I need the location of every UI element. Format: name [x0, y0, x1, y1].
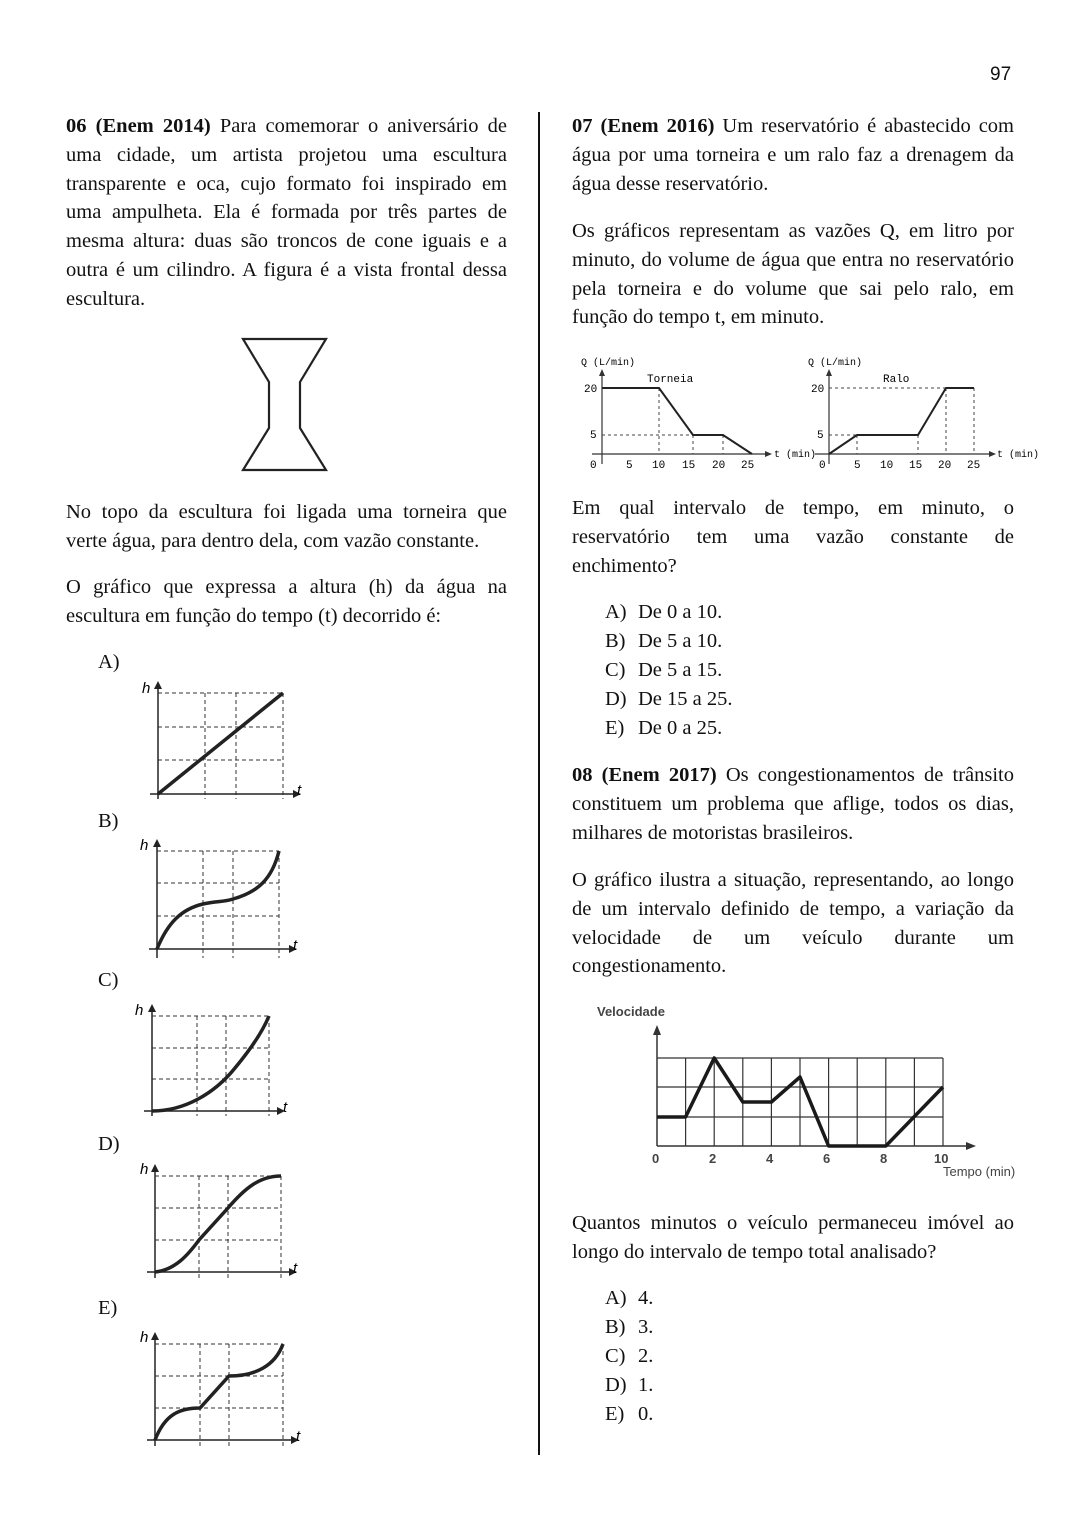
q06-option-e-label[interactable]: E) [98, 1297, 118, 1319]
q06-option-d-label[interactable]: D) [98, 1133, 120, 1155]
svg-text:10: 10 [934, 1151, 949, 1166]
q08-paragraph-2: O gráfico ilustra a situação, representando, ao longo de um intervalo definido de tempo, a variação da velocidade de um veículo durante um congestionamento. [572, 869, 1014, 978]
q06-intro: Para comemorar o aniversário de uma cidade, um artista projetou uma escultura transparente e oca, cujo formato foi inspirado em uma ampulheta. Ela é formada por três partes de mesma altura: duas são troncos de cone iguais e a outra é um cilindro. A figura é a vista frontal dessa escultura. [66, 115, 507, 310]
svg-text:0: 0 [652, 1151, 660, 1166]
svg-text:5: 5 [626, 460, 633, 472]
q08-question: Quantos minutos o veículo permaneceu imóvel ao longo do intervalo de tempo total analisado? [572, 1212, 1014, 1263]
q08-intro: Os congestionamentos de trânsito constituem um problema que aflige, todos os dias, milhares de motoristas brasileiros. [572, 764, 1014, 844]
question-06 [66, 112, 507, 314]
t-axis-label: t [296, 1428, 301, 1445]
svg-text:20: 20 [938, 460, 952, 472]
graph-title: Ralo [883, 374, 910, 386]
q08-tag: 08 (Enem 2017) [572, 764, 717, 786]
svg-text:10: 10 [880, 460, 894, 472]
y-tick-5: 5 [590, 430, 597, 442]
q07-ralo-graph [800, 352, 1040, 472]
svg-text:20: 20 [712, 460, 726, 472]
svg-text:5: 5 [854, 460, 861, 472]
q07-option-c[interactable]: C) De 5 a 15. [605, 659, 723, 681]
q07-options [605, 598, 733, 743]
y-tick-20: 20 [584, 384, 598, 396]
q07-option-b[interactable]: B) De 5 a 10. [605, 630, 723, 652]
svg-text:15: 15 [682, 460, 696, 472]
t-axis-label: t [293, 937, 298, 954]
hourglass-figure [240, 335, 332, 475]
y-axis-label: Q (L/min) [581, 358, 636, 369]
column-divider [538, 112, 540, 1455]
q06-tag: 06 (Enem 2014) [66, 115, 211, 137]
x-axis-label: t (min) [774, 450, 817, 461]
graph-title: Torneia [647, 374, 694, 386]
q06-option-a-label[interactable]: A) [98, 651, 120, 673]
svg-text:15: 15 [909, 460, 923, 472]
x-axis-label: Tempo (min) [943, 1164, 1016, 1179]
q07-paragraph-2: Os gráficos representam as vazões Q, em litro por minuto, do volume de água que entra no reservatório pela torneira e do volume que sai pelo ralo, em função do tempo t, em minuto. [572, 220, 1014, 329]
svg-text:6: 6 [823, 1151, 831, 1166]
page-number: 97 [990, 64, 1012, 85]
t-axis-label: t [283, 1099, 288, 1116]
h-axis-label: h [140, 1161, 149, 1178]
q07-question: Em qual intervalo de tempo, em minuto, o reservatório tem uma vazão constante de enchimento? [572, 497, 1014, 577]
question-08 [572, 761, 1014, 847]
h-axis-label: h [140, 1329, 149, 1346]
q07-option-a[interactable]: A) De 0 a 10. [605, 601, 723, 623]
q07-statement [572, 112, 1014, 198]
x-axis-label: t (min) [997, 450, 1040, 461]
y-tick-5: 5 [817, 430, 824, 442]
h-axis-label: h [135, 1002, 144, 1019]
y-axis-label: Velocidade [597, 1004, 665, 1019]
q07-tag: 07 (Enem 2016) [572, 115, 715, 137]
q08-velocity-graph [590, 1000, 1030, 1185]
q06-option-d-graph[interactable] [140, 1160, 310, 1285]
q07-torneira-graph [575, 352, 817, 472]
q06-option-c-label[interactable]: C) [98, 969, 119, 991]
svg-text:25: 25 [741, 460, 755, 472]
q08-options [605, 1284, 653, 1429]
svg-text:4: 4 [766, 1151, 774, 1166]
q08-option-b[interactable]: B) 3. [605, 1316, 654, 1338]
q08-option-a[interactable]: A) 4. [605, 1287, 654, 1309]
q06-statement [66, 112, 507, 314]
q07-option-d[interactable]: D) De 15 a 25. [605, 688, 733, 710]
y-axis-label: Q (L/min) [808, 358, 863, 369]
y-tick-20: 20 [811, 384, 825, 396]
h-axis-label: h [142, 680, 151, 697]
q06-option-a-graph[interactable] [140, 675, 310, 810]
q07-option-e[interactable]: E) De 0 a 25. [605, 717, 723, 739]
svg-text:25: 25 [967, 460, 981, 472]
q06-paragraph-3: O gráfico que expressa a altura (h) da água na escultura em função do tempo (t) decorrido é: [66, 576, 507, 627]
q06-option-c-graph[interactable] [130, 998, 300, 1123]
svg-text:2: 2 [709, 1151, 717, 1166]
q07-intro: Um reservatório é abastecido com água por uma torneira e um ralo faz a drenagem da água desse reservatório. [572, 115, 1014, 195]
q08-option-d[interactable]: D) 1. [605, 1374, 654, 1396]
q08-option-e[interactable]: E) 0. [605, 1403, 654, 1425]
svg-text:0: 0 [819, 460, 826, 472]
svg-text:0: 0 [590, 460, 597, 472]
q08-statement [572, 761, 1014, 847]
q06-option-b-graph[interactable] [140, 834, 310, 969]
q06-paragraph-2: No topo da escultura foi ligada uma torneira que verte água, para dentro dela, com vazão constante. [66, 501, 507, 552]
t-axis-label: t [297, 782, 302, 799]
svg-text:10: 10 [652, 460, 666, 472]
q08-option-c[interactable]: C) 2. [605, 1345, 654, 1367]
h-axis-label: h [140, 837, 149, 854]
q06-option-e-graph[interactable] [140, 1326, 310, 1456]
q06-option-b-label[interactable]: B) [98, 810, 119, 832]
question-07 [572, 112, 1014, 198]
svg-text:8: 8 [880, 1151, 888, 1166]
t-axis-label: t [293, 1260, 298, 1277]
